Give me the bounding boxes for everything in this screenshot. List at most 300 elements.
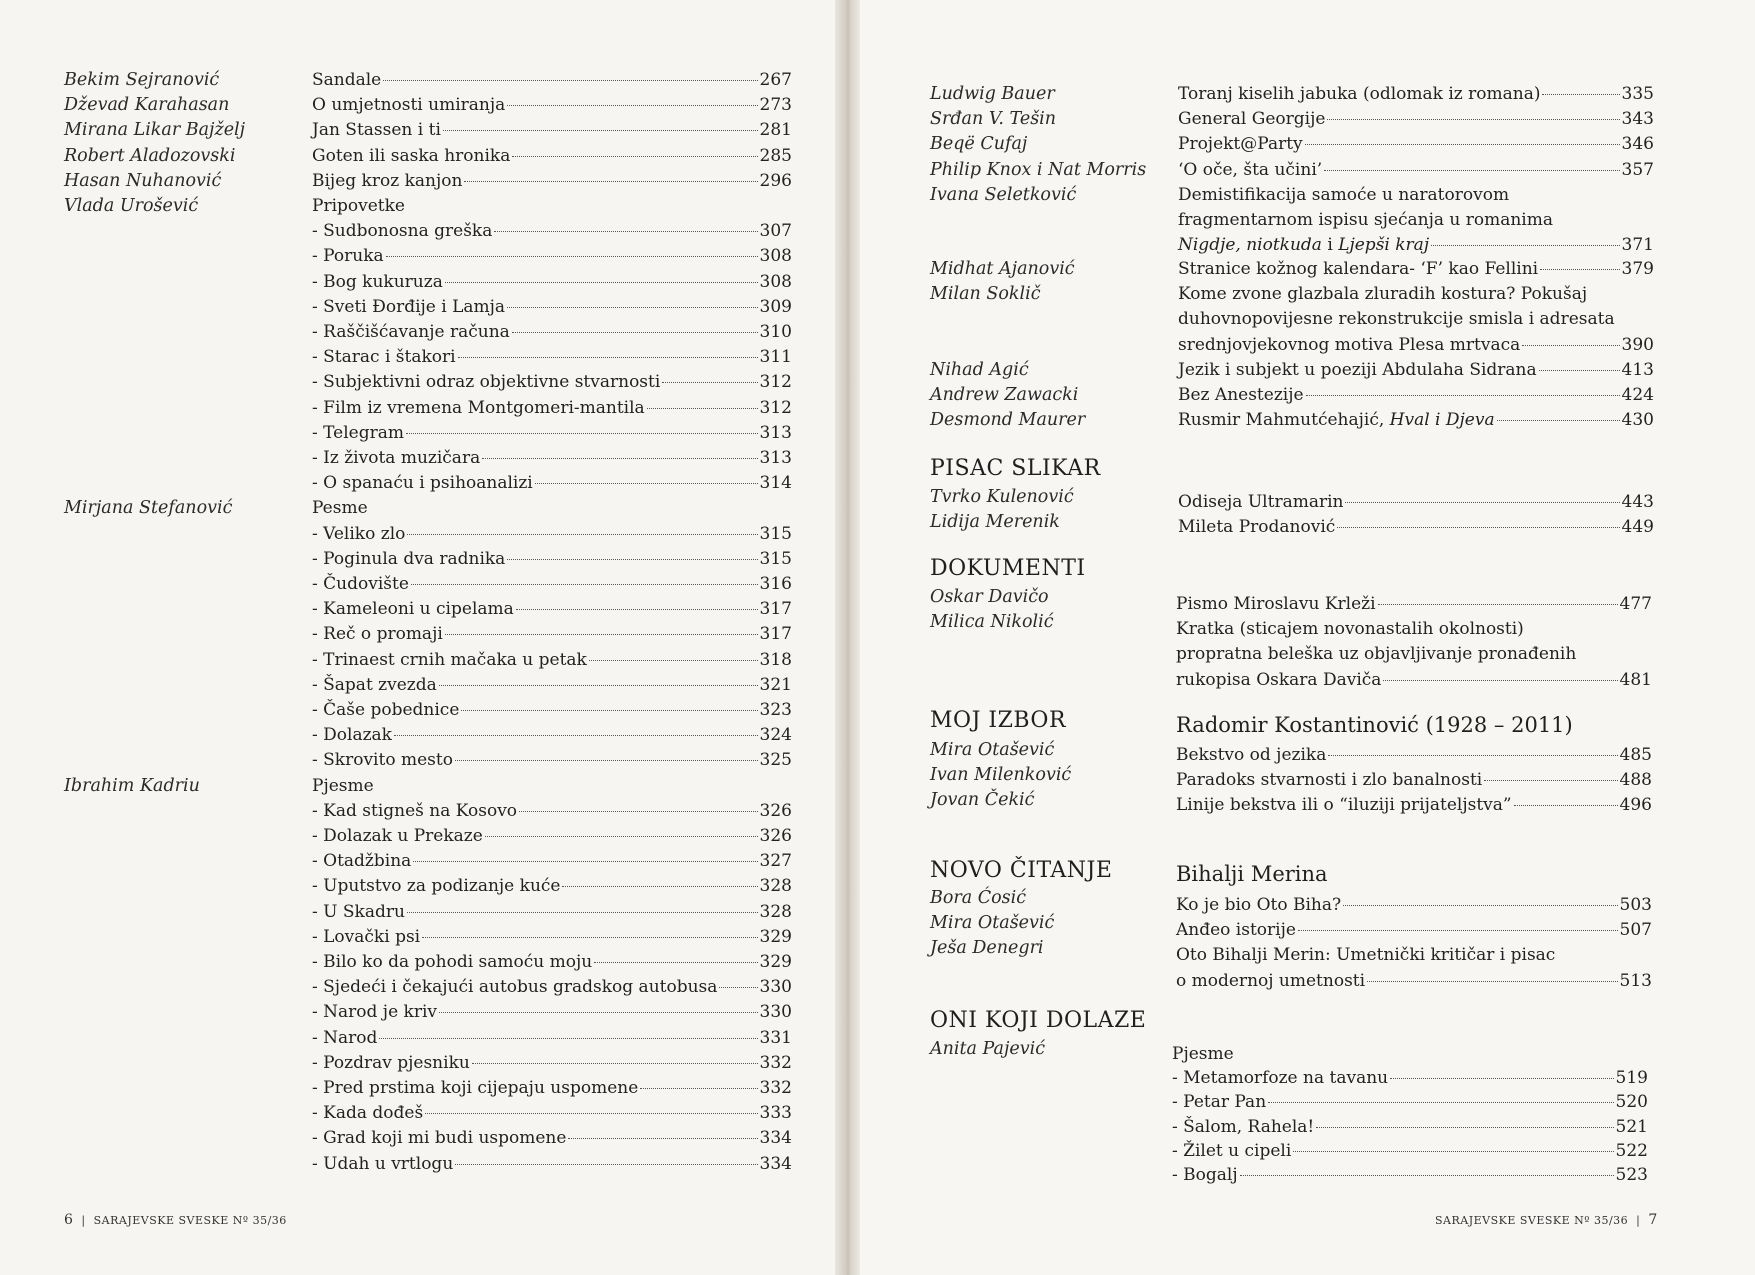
- dot-leader: [1305, 144, 1620, 145]
- dot-leader: [458, 357, 758, 358]
- toc-page-number: 281: [759, 120, 792, 141]
- toc-entry-title: - Dolazak u Prekaze: [312, 826, 483, 846]
- toc-entry: [312, 849, 792, 874]
- toc-author: Beqë Cufaj: [930, 134, 1028, 155]
- toc-entry: [1178, 383, 1654, 408]
- dot-leader: [425, 1113, 757, 1114]
- dot-leader: [394, 735, 758, 736]
- toc-entry-title: - Pozdrav pjesniku: [312, 1052, 470, 1073]
- toc-entry-title: Sandale: [312, 70, 382, 90]
- toc-author: Robert Aladozovski: [64, 145, 236, 166]
- toc-entry: [1172, 1163, 1648, 1188]
- dot-leader: [535, 483, 758, 484]
- toc-entry-title: - Subjektivni odraz objektivne stvarnosti: [312, 372, 661, 393]
- dot-leader: [1343, 905, 1617, 906]
- toc-entry: [1176, 918, 1652, 943]
- toc-page-number: 321: [759, 674, 792, 695]
- toc-entry: [1176, 768, 1652, 793]
- toc-author: Andrew Zawacki: [930, 385, 1079, 406]
- toc-page-number: 379: [1621, 259, 1654, 279]
- toc-entry: [312, 68, 792, 93]
- toc-author: Srđan V. Tešin: [930, 109, 1057, 130]
- toc-page-number: 309: [759, 296, 792, 317]
- toc-page-number: 335: [1621, 84, 1654, 104]
- toc-page-number: 329: [759, 952, 792, 972]
- toc-page-number: 488: [1619, 770, 1652, 791]
- toc-page-number: 308: [759, 246, 792, 267]
- section-heading: DOKUMENTI: [930, 556, 1086, 581]
- toc-entry: [312, 597, 792, 622]
- dot-leader: [485, 836, 758, 837]
- toc-page-number: 477: [1619, 594, 1652, 614]
- toc-entry: [312, 622, 792, 647]
- toc-entry-title: Bez Anestezije: [1178, 385, 1304, 406]
- toc-entry: [312, 975, 792, 1000]
- toc-entry-title: Pismo Miroslavu Krleži: [1176, 594, 1376, 614]
- toc-entry: [312, 1026, 792, 1051]
- toc-entry-line: Kratka (sticajem novonastalih okolnosti): [1176, 619, 1524, 640]
- toc-page-number: 507: [1619, 920, 1652, 941]
- toc-entry-line: duhovnopovijesne rekonstrukcije smisla i adresata: [1178, 309, 1615, 330]
- toc-page-number: 328: [759, 901, 792, 922]
- dot-leader: [439, 1012, 758, 1013]
- dot-leader: [512, 332, 758, 333]
- toc-group-heading: Pripovetke: [312, 196, 405, 216]
- toc-page-number: 485: [1619, 745, 1652, 765]
- section-heading: ONI KOJI DOLAZE: [930, 1008, 1147, 1033]
- toc-entry: [1176, 793, 1652, 818]
- dot-leader: [1514, 805, 1618, 806]
- toc-group-heading: Pesme: [312, 498, 368, 519]
- toc-entry: [1178, 333, 1654, 358]
- dot-leader: [407, 912, 758, 913]
- toc-entry: [312, 118, 792, 143]
- toc-entry: [312, 522, 792, 547]
- toc-author: Jovan Čekić: [930, 790, 1035, 811]
- toc-entry: [312, 723, 792, 748]
- toc-entry-title: Paradoks stvarnosti i zlo banalnosti: [1176, 770, 1483, 791]
- dot-leader: [383, 80, 757, 81]
- toc-entry: [312, 925, 792, 950]
- toc-entry-title: - Bog kukuruza: [312, 271, 443, 292]
- toc-entry-title: o modernoj umetnosti: [1176, 970, 1366, 991]
- toc-page-number: 312: [759, 397, 792, 418]
- toc-page-number: 334: [759, 1153, 792, 1174]
- toc-page-number: 326: [759, 826, 792, 846]
- toc-entry: [312, 799, 792, 824]
- toc-entry: [1178, 408, 1654, 433]
- toc-entry: [312, 219, 792, 244]
- toc-entry: [1172, 1115, 1648, 1140]
- toc-entry: [1178, 515, 1654, 540]
- toc-entry: [312, 673, 792, 698]
- toc-author: Ivan Milenković: [930, 765, 1072, 786]
- dot-leader: [1539, 370, 1620, 371]
- toc-author: Milica Nikolić: [930, 612, 1054, 633]
- toc-author: Nihad Agić: [930, 360, 1029, 380]
- left-page: [0, 0, 838, 1275]
- toc-entry: [312, 648, 792, 673]
- toc-page-number: 331: [759, 1027, 792, 1048]
- toc-page-number: 314: [759, 473, 792, 494]
- toc-entry: [1178, 107, 1654, 132]
- toc-author: Bekim Sejranović: [64, 70, 220, 90]
- toc-author: Milan Soklič: [930, 284, 1041, 305]
- toc-entry-title: rukopisa Oskara Daviča: [1176, 669, 1382, 690]
- right-footer: [1435, 1212, 1658, 1228]
- toc-author: Lidija Merenik: [930, 512, 1060, 533]
- toc-page-number: 317: [759, 599, 792, 620]
- toc-page-number: 313: [759, 422, 792, 443]
- dot-leader: [464, 181, 757, 182]
- toc-entry: [1172, 1090, 1648, 1115]
- dot-leader: [589, 660, 758, 661]
- dot-leader: [1484, 780, 1617, 781]
- toc-entry: [312, 244, 792, 269]
- toc-entry-title: - Udah u vrtlogu: [312, 1153, 454, 1174]
- dot-leader: [640, 1088, 757, 1089]
- dot-leader: [445, 634, 758, 635]
- toc-page-number: 449: [1621, 517, 1654, 538]
- toc-page-number: 424: [1621, 385, 1654, 406]
- toc-entry: [1176, 893, 1652, 918]
- dot-leader: [1293, 1151, 1613, 1152]
- toc-page-number: 296: [759, 170, 792, 191]
- toc-entry: [312, 950, 792, 975]
- toc-page-number: 334: [759, 1128, 792, 1149]
- toc-entry-title: Bijeg kroz kanjon: [312, 170, 463, 191]
- book-gutter: [835, 0, 861, 1275]
- dot-leader: [1542, 94, 1619, 95]
- toc-entry-title: - Kad stigneš na Kosovo: [312, 800, 518, 821]
- toc-entry-title: Rusmir Mahmutćehajić, Hval i Djeva: [1178, 410, 1495, 431]
- toc-entry: [312, 1000, 792, 1025]
- toc-entry: [312, 824, 792, 849]
- dot-leader: [516, 609, 758, 610]
- toc-author: Midhat Ajanović: [930, 259, 1075, 279]
- toc-entry-title: - Narod: [312, 1027, 378, 1048]
- dot-leader: [1324, 170, 1619, 171]
- toc-entry-line: Oto Bihalji Merin: Umetnički kritičar i pisac: [1176, 945, 1556, 966]
- toc-page-number: 496: [1619, 795, 1652, 816]
- toc-entry: [312, 1126, 792, 1151]
- toc-author: Desmond Maurer: [930, 410, 1086, 431]
- toc-group-heading: Pjesme: [1172, 1044, 1234, 1064]
- toc-entry-title: - Telegram: [312, 422, 404, 443]
- toc-entry-title: - Petar Pan: [1172, 1092, 1267, 1113]
- toc-entry-title: - Pred prstima koji cijepaju uspomene: [312, 1078, 639, 1098]
- toc-author: Oskar Davičo: [930, 587, 1049, 607]
- toc-page-number: 307: [759, 221, 792, 242]
- toc-entry-title: Bekstvo od jezika: [1176, 745, 1327, 765]
- toc-author: Ibrahim Kadriu: [64, 775, 200, 796]
- dot-leader: [494, 231, 757, 232]
- toc-author: Ludwig Bauer: [930, 84, 1055, 104]
- toc-entry: [1176, 969, 1652, 994]
- left-footer: [64, 1212, 287, 1228]
- toc-page-number: 324: [759, 725, 792, 746]
- toc-entry: [312, 320, 792, 345]
- toc-entry: [312, 1051, 792, 1076]
- toc-author: Anita Pajević: [930, 1039, 1046, 1059]
- toc-entry-title: Stranice kožnog kalendara- ‘F’ kao Fellini: [1178, 259, 1539, 279]
- dot-leader: [406, 433, 758, 434]
- toc-page-number: 315: [759, 523, 792, 544]
- toc-page-number: 390: [1621, 334, 1654, 355]
- toc-entry: [312, 698, 792, 723]
- toc-entry-title: - Šalom, Rahela!: [1172, 1116, 1315, 1137]
- toc-page-number: 343: [1621, 109, 1654, 130]
- toc-entry-title: - Narod je kriv: [312, 1002, 438, 1023]
- dot-leader: [1328, 755, 1617, 756]
- toc-entry: [312, 396, 792, 421]
- section-heading: MOJ IZBOR: [930, 708, 1067, 733]
- dot-leader: [719, 987, 757, 988]
- dot-leader: [443, 130, 758, 131]
- toc-entry: [312, 748, 792, 773]
- toc-entry: [312, 169, 792, 194]
- toc-page-number: 326: [759, 800, 792, 821]
- toc-entry-title: O umjetnosti umiranja: [312, 95, 506, 116]
- toc-entry: [1178, 358, 1654, 383]
- dot-leader: [512, 156, 757, 157]
- author-feature-heading: Radomir Kostantinović (1928 – 2011): [1176, 713, 1573, 737]
- dot-leader: [472, 1063, 758, 1064]
- dot-leader: [482, 458, 757, 459]
- toc-author: Bora Ćosić: [930, 888, 1027, 908]
- toc-entry: [312, 1152, 792, 1177]
- toc-entry-title: - Dolazak: [312, 725, 392, 746]
- toc-entry-title: Toranj kiselih jabuka (odlomak iz romana): [1178, 84, 1541, 104]
- toc-entry-title: - Film iz vremena Montgomeri-mantila: [312, 397, 645, 418]
- dot-leader: [507, 307, 757, 308]
- dot-leader: [1298, 930, 1618, 931]
- toc-entry-title: ‘O oče, šta učini’: [1178, 159, 1323, 180]
- toc-entry-title: - Raščišćavanje računa: [312, 322, 510, 342]
- toc-author: Mira Otašević: [930, 913, 1055, 934]
- toc-entry: [312, 270, 792, 295]
- right-page: [860, 0, 1755, 1275]
- toc-entry: [1176, 668, 1652, 693]
- footer-separator: |: [1632, 1214, 1645, 1227]
- dot-leader: [1337, 527, 1619, 528]
- dot-leader: [455, 1164, 757, 1165]
- toc-page-number: 520: [1615, 1092, 1648, 1113]
- toc-entry-title: - Čaše pobednice: [312, 700, 460, 720]
- page-number: 6: [64, 1212, 74, 1228]
- toc-page-number: 329: [759, 926, 792, 947]
- dot-leader: [568, 1138, 757, 1139]
- toc-entry-line: fragmentarnom ispisu sjećanja u romanima: [1178, 210, 1554, 230]
- toc-page-number: 318: [759, 649, 792, 670]
- dot-leader: [562, 886, 757, 887]
- toc-author: Dževad Karahasan: [64, 95, 230, 116]
- toc-entry-title: - Žilet u cipeli: [1172, 1140, 1292, 1161]
- dot-leader: [1316, 1127, 1613, 1128]
- toc-entry-title: - Kameleoni u cipelama: [312, 599, 514, 620]
- dot-leader: [1522, 345, 1619, 346]
- toc-entry-title: - Skrovito mesto: [312, 750, 453, 771]
- toc-page-number: 317: [759, 624, 792, 645]
- dot-leader: [519, 811, 758, 812]
- dot-leader: [386, 256, 758, 257]
- toc-entry-title: - Bilo ko da pohodi samoću moju: [312, 952, 593, 972]
- dot-leader: [422, 937, 757, 938]
- toc-entry: [1172, 1066, 1648, 1091]
- page-number: 7: [1648, 1212, 1658, 1228]
- dot-leader: [1431, 245, 1619, 246]
- dot-leader: [662, 382, 757, 383]
- toc-entry: [312, 446, 792, 471]
- dot-leader: [411, 584, 758, 585]
- dot-leader: [1345, 502, 1619, 503]
- dot-leader: [1240, 1175, 1614, 1176]
- toc-entry-title: Anđeo istorije: [1176, 920, 1296, 941]
- toc-entry: [1178, 233, 1654, 258]
- toc-entry-title: - Metamorfoze na tavanu: [1172, 1068, 1389, 1089]
- dot-leader: [455, 760, 758, 761]
- toc-entry-title: - Grad koji mi budi uspomene: [312, 1128, 567, 1149]
- toc-author: Philip Knox i Nat Morris: [930, 159, 1147, 180]
- toc-page-number: 519: [1615, 1068, 1648, 1089]
- dot-leader: [1327, 119, 1619, 120]
- dot-leader: [594, 962, 757, 963]
- toc-entry-title: - Sudbonosna greška: [312, 221, 493, 242]
- toc-entry-title: - Poginula dva radnika: [312, 548, 506, 569]
- toc-page-number: 522: [1615, 1140, 1648, 1161]
- toc-page-number: 430: [1621, 410, 1654, 431]
- dot-leader: [647, 408, 758, 409]
- toc-entry-title: - Sjedeći i čekajući autobus gradskog autobusa: [312, 977, 718, 998]
- toc-page-number: 346: [1621, 134, 1654, 155]
- toc-entry: [312, 144, 792, 169]
- toc-entry-title: - Starac i štakori: [312, 347, 456, 368]
- journal-title: SARAJEVSKE SVESKE Nº 35/36: [93, 1214, 287, 1227]
- toc-entry: [1178, 490, 1654, 515]
- toc-entry: [1172, 1139, 1648, 1164]
- dot-leader: [439, 685, 758, 686]
- dot-leader: [461, 710, 757, 711]
- toc-page-number: 308: [759, 271, 792, 292]
- toc-entry-title: Odiseja Ultramarin: [1178, 492, 1344, 512]
- toc-entry-title: - Uputstvo za podizanje kuće: [312, 876, 561, 897]
- toc-page-number: 330: [759, 977, 792, 998]
- dot-leader: [445, 282, 758, 283]
- toc-author: Hasan Nuhanović: [64, 170, 222, 191]
- toc-entry: [1178, 132, 1654, 157]
- toc-entry: [312, 572, 792, 597]
- toc-entry-title: Projekt@Party: [1178, 134, 1303, 155]
- toc-entry: [312, 900, 792, 925]
- toc-entry: [312, 471, 792, 496]
- toc-page-number: 285: [759, 145, 792, 166]
- toc-author: Vlada Urošević: [64, 196, 199, 216]
- toc-page-number: 315: [759, 548, 792, 569]
- toc-page-number: 323: [759, 700, 792, 720]
- toc-page-number: 443: [1621, 492, 1654, 512]
- toc-entry: [1178, 82, 1654, 107]
- toc-entry-title: - Čudovište: [312, 574, 409, 594]
- dot-leader: [1497, 420, 1620, 421]
- toc-entry-title: Jezik i subjekt u poeziji Abdulaha Sidrana: [1178, 360, 1537, 380]
- toc-entry: [1176, 743, 1652, 768]
- toc-entry: [1178, 257, 1654, 282]
- toc-author: Mirjana Stefanović: [64, 498, 233, 519]
- toc-author: Ivana Seletković: [930, 184, 1077, 205]
- toc-page-number: 503: [1619, 895, 1652, 915]
- journal-title: SARAJEVSKE SVESKE Nº 35/36: [1435, 1214, 1629, 1227]
- toc-entry-title: - Bogalj: [1172, 1165, 1238, 1185]
- dot-leader: [1540, 269, 1619, 270]
- toc-entry: [312, 370, 792, 395]
- toc-author: Ješa Denegri: [930, 938, 1044, 959]
- toc-entry-title: Linije bekstva ili o “iluziji prijateljstva”: [1176, 795, 1512, 816]
- dot-leader: [1306, 395, 1620, 396]
- toc-page-number: 310: [759, 322, 792, 342]
- toc-entry: [312, 93, 792, 118]
- toc-page-number: 371: [1621, 235, 1654, 256]
- dot-leader: [1367, 981, 1617, 982]
- toc-entry-title: - Lovački psi: [312, 926, 421, 947]
- toc-page-number: 333: [759, 1103, 792, 1124]
- toc-entry: [312, 345, 792, 370]
- dot-leader: [413, 861, 757, 862]
- toc-entry-title: Jan Stassen i ti: [312, 120, 441, 141]
- toc-group-heading: Pjesme: [312, 775, 374, 796]
- toc-entry-title: - Poruka: [312, 246, 384, 267]
- dot-leader: [1268, 1102, 1613, 1103]
- toc-page-number: 312: [759, 372, 792, 393]
- toc-entry-title: - O spanaću i psihoanalizi: [312, 473, 533, 494]
- toc-entry: [1178, 158, 1654, 183]
- toc-page-number: 332: [759, 1078, 792, 1098]
- toc-entry-title: - Iz života muzičara: [312, 448, 481, 468]
- toc-entry-title: Goten ili saska hronika: [312, 145, 511, 166]
- dot-leader: [507, 105, 757, 106]
- toc-page-number: 267: [759, 70, 792, 90]
- toc-page-number: 311: [759, 347, 792, 368]
- toc-page-number: 325: [759, 750, 792, 771]
- toc-author: Tvrko Kulenović: [930, 487, 1074, 507]
- toc-page-number: 413: [1621, 360, 1654, 380]
- section-heading: NOVO ČITANJE: [930, 858, 1113, 883]
- toc-page-number: 332: [759, 1052, 792, 1073]
- toc-entry-title: - Reč o promaji: [312, 624, 443, 645]
- toc-entry-title: - Otadžbina: [312, 851, 412, 872]
- author-feature-heading: Bihalji Merina: [1176, 862, 1328, 886]
- toc-entry-line: Demistifikacija samoće u naratorovom: [1178, 184, 1510, 205]
- toc-author: Mira Otašević: [930, 740, 1055, 760]
- toc-entry-title: - Veliko zlo: [312, 523, 406, 544]
- section-heading: PISAC SLIKAR: [930, 456, 1101, 481]
- dot-leader: [1390, 1078, 1613, 1079]
- toc-page-number: 273: [759, 95, 792, 116]
- toc-page-number: 328: [759, 876, 792, 897]
- toc-page-number: 316: [759, 574, 792, 594]
- toc-entry-title: - Sveti Đorđije i Lamja: [312, 296, 506, 317]
- footer-separator: |: [77, 1214, 90, 1227]
- toc-entry-title: - Kada dođeš: [312, 1103, 424, 1124]
- toc-page-number: 521: [1615, 1116, 1648, 1137]
- toc-page-number: 523: [1615, 1165, 1648, 1185]
- toc-page-number: 513: [1619, 970, 1652, 991]
- toc-entry: [312, 1076, 792, 1101]
- dot-leader: [507, 559, 757, 560]
- toc-entry-title: Mileta Prodanović: [1178, 517, 1336, 538]
- toc-entry: [1176, 592, 1652, 617]
- dot-leader: [379, 1038, 757, 1039]
- toc-entry: [312, 295, 792, 320]
